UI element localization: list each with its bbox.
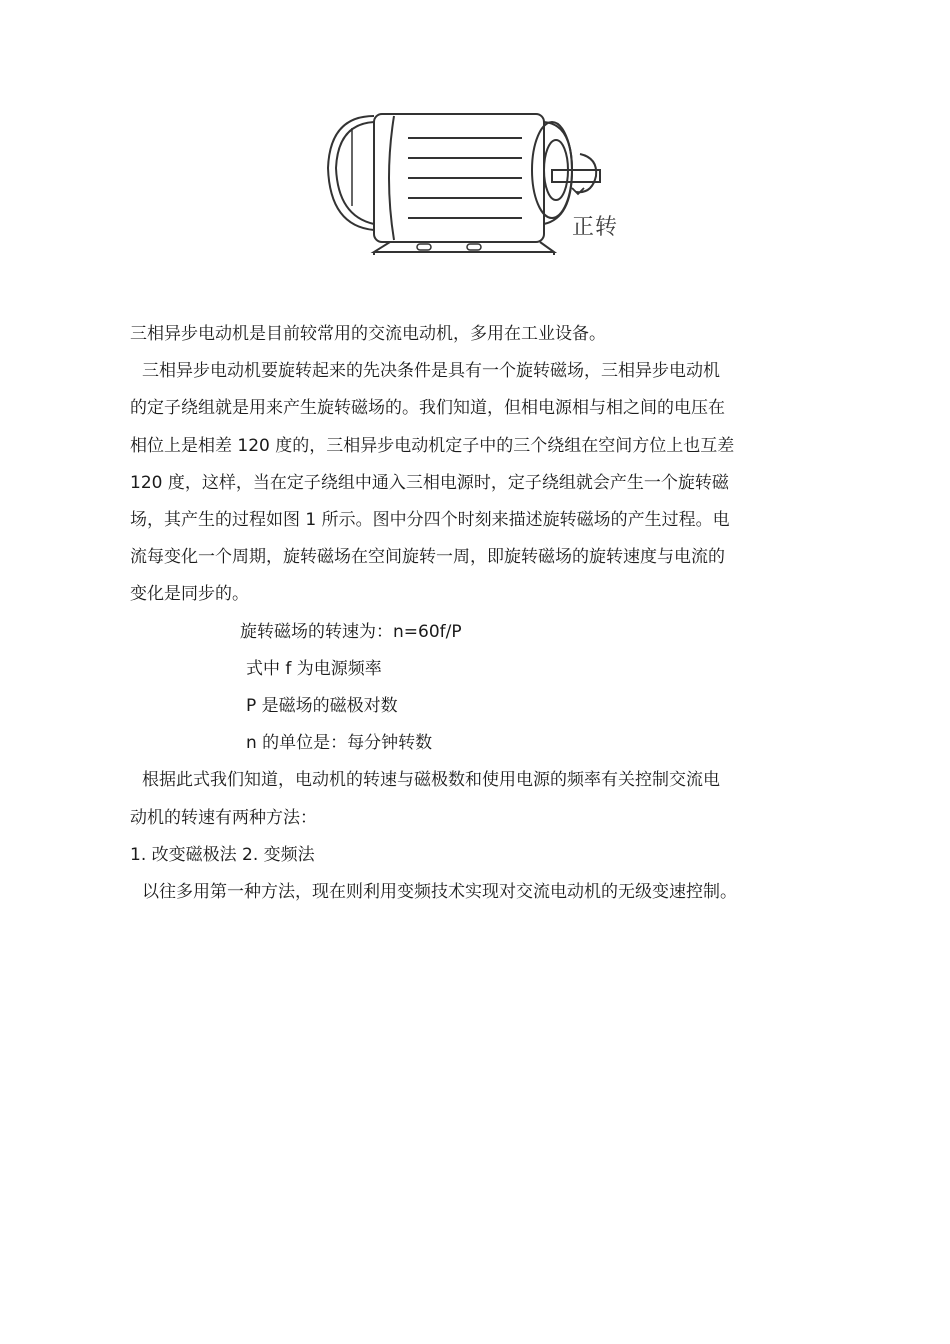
formula-line: 旋转磁场的转速为：n=60f/P [240,621,462,642]
paragraph-line: 变化是同步的。 [130,584,249,605]
paragraph-line: 场，其产生的过程如图 1 所示。图中分四个时刻来描述旋转磁场的产生过程。电 [130,510,730,531]
methods-list: 1. 改变磁极法 2. 变频法 [130,844,315,865]
paragraph-line: 的定子绕组就是用来产生旋转磁场的。我们知道，但相电源相与相之间的电压在 [130,398,725,419]
paragraph-line: 相位上是相差 120 度的，三相异步电动机定子中的三个绕组在空间方位上也互差 [130,435,735,456]
formula-definition-f: 式中 f 为电源频率 [246,658,382,679]
paragraph-line: 流每变化一个周期，旋转磁场在空间旋转一周，即旋转磁场的旋转速度与电流的 [130,547,725,568]
paragraph-line: 三相异步电动机要旋转起来的先决条件是具有一个旋转磁场，三相异步电动机 [142,361,720,382]
motor-figure [322,108,624,258]
rotation-label: 正转 [572,215,619,240]
paragraph-line: 120 度，这样，当在定子绕组中通入三相电源时，定子绕组就会产生一个旋转磁 [130,472,729,493]
paragraph-conclusion: 以往多用第一种方法，现在则利用变频技术实现对交流电动机的无级变速控制。 [142,882,737,903]
formula-definition-n: n 的单位是：每分钟转数 [246,733,433,754]
paragraph-intro: 三相异步电动机是目前较常用的交流电动机，多用在工业设备。 [130,324,606,344]
document-body [130,316,810,911]
paragraph-line: 根据此式我们知道，电动机的转速与磁极数和使用电源的频率有关控制交流电 [142,770,720,791]
formula-definition-p: P 是磁场的磁极对数 [246,696,398,717]
paragraph-line: 动机的转速有两种方法： [130,807,317,828]
